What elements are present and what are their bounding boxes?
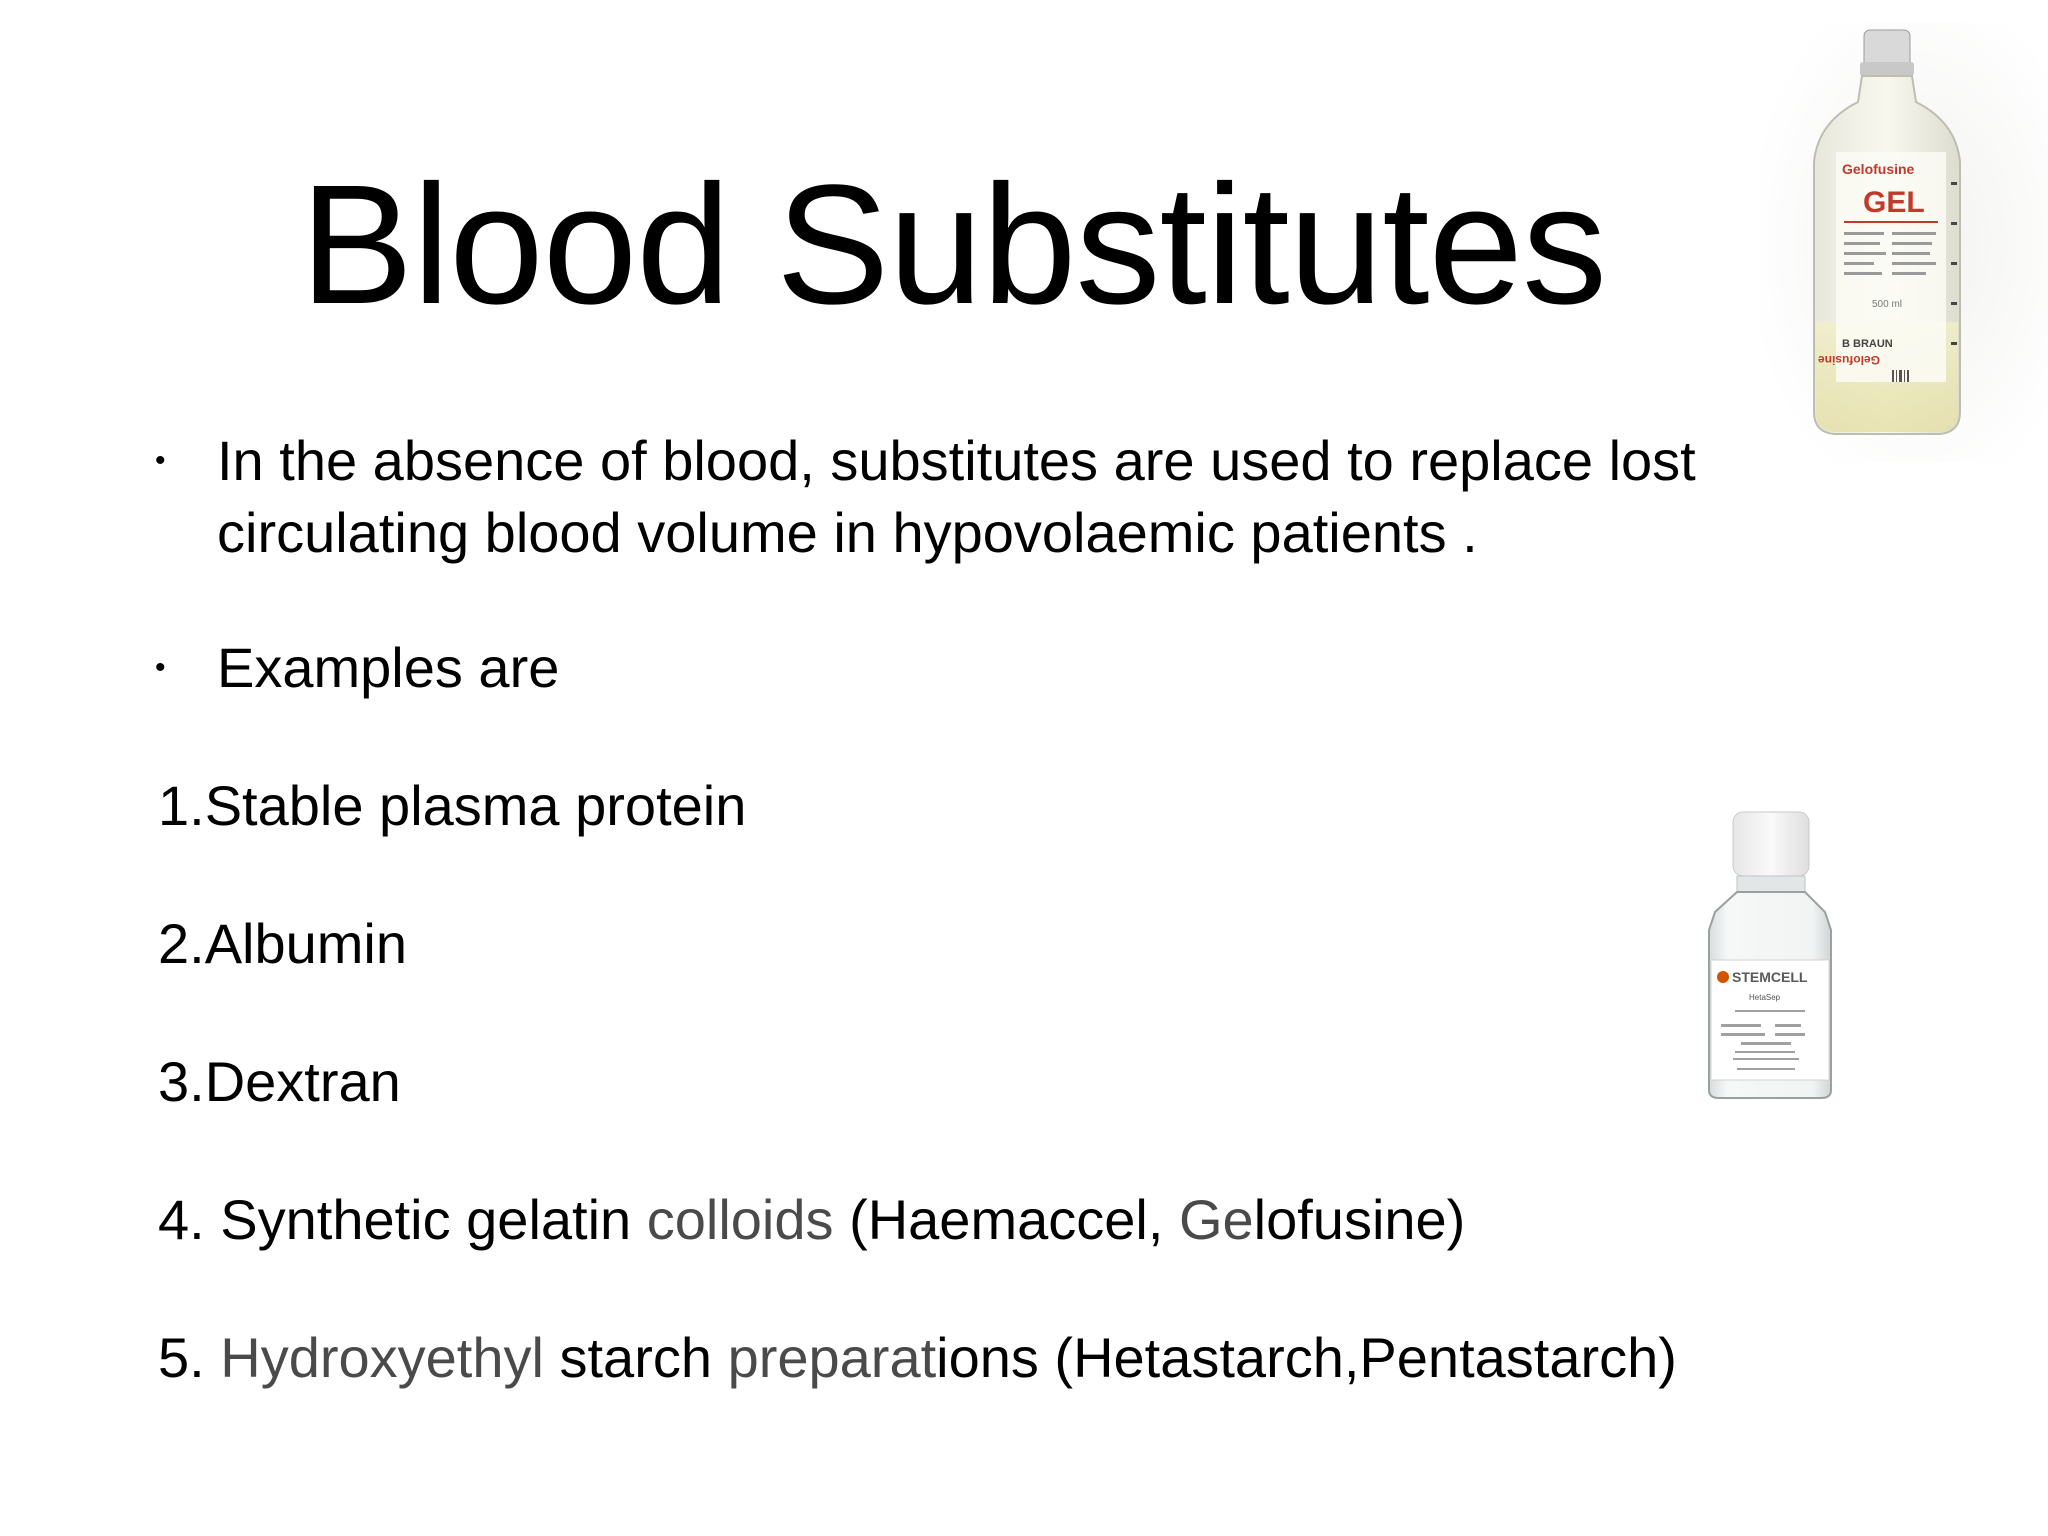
item-5-part-muted: Hydroxyethyl (220, 1326, 544, 1389)
bag-brand-text: Gelofusine (1842, 161, 1915, 177)
slide-title: Blood Substitutes (300, 150, 1607, 340)
gelofusine-bag-image (1760, 22, 2048, 462)
svg-text:Gelofusine: Gelofusine (1817, 353, 1880, 367)
bag-volume-text: 500 ml (1872, 299, 1903, 310)
bullet-glyph: • (155, 651, 166, 684)
bag-maker-text: B BRAUN (1842, 338, 1893, 350)
item-4-part-muted: Ge (1178, 1188, 1254, 1251)
list-item-hydroxyethyl-starch (158, 1322, 1677, 1394)
item-4-part-muted: colloids (646, 1188, 834, 1251)
bullet-2-text: Examples are (217, 636, 560, 699)
item-4-part: 4. Synthetic gelatin (158, 1188, 647, 1251)
item-5-part: ions (Hetastarch,Pentastarch) (936, 1326, 1677, 1389)
bottle-product-text: HetaSep (1749, 993, 1781, 1002)
list-item-albumin: 2.Albumin (158, 912, 408, 975)
list-item-dextran: 3.Dextran (158, 1050, 401, 1113)
bottle-brand-text: STEMCELL (1732, 969, 1808, 985)
bag-label-text: GEL (1863, 186, 1925, 219)
bullet-examples (155, 632, 955, 704)
item-5-part: 5. (158, 1326, 221, 1389)
list-item-synthetic-gelatin-colloids (158, 1184, 1465, 1256)
bullet-glyph: • (155, 444, 166, 477)
bullet-1-line-2: circulating blood volume in hypovolaemic patients . (217, 501, 1478, 564)
item-5-part: starch (543, 1326, 728, 1389)
item-4-part: (Haemaccel, (833, 1188, 1179, 1251)
bullet-1-line-1: In the absence of blood, substitutes are used to replace lost (217, 429, 1696, 492)
item-4-part: lofusine) (1253, 1188, 1466, 1251)
list-item-stable-plasma-protein: 1.Stable plasma protein (158, 774, 747, 837)
bullet-absence-of-blood (155, 425, 1775, 575)
item-5-part-muted: preparat (727, 1326, 937, 1389)
stemcell-bottle-image (1685, 800, 1855, 1105)
